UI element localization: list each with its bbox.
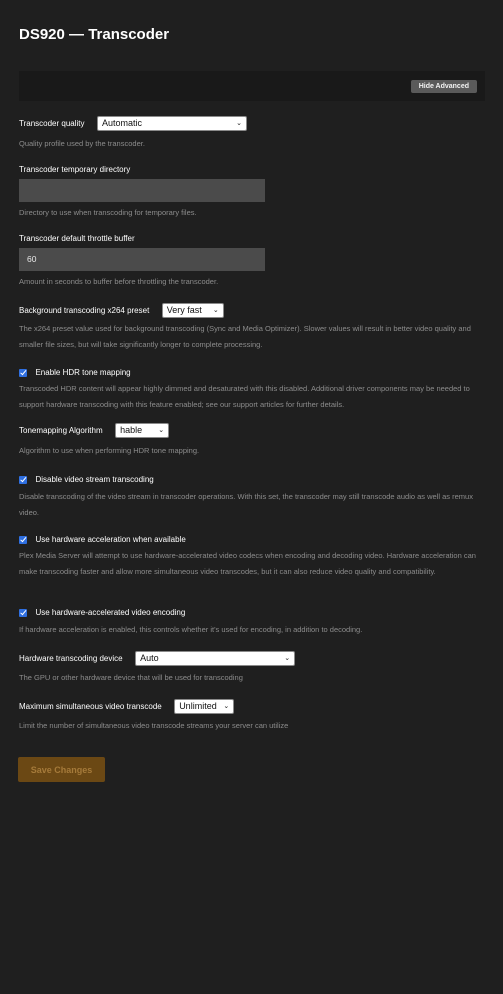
hw-acceleration-help: Plex Media Server will attempt to use hardware-accelerated video codecs when encoding and decoding video. Hardware acceleration can make transcoding faster and allow more simultaneous video transcodes, but it can also reduce video quality and compatibility. (19, 551, 476, 576)
max-transcodes-row (19, 698, 234, 716)
max-transcodes-value: Unlimited (179, 701, 217, 712)
hdr-tone-mapping-row[interactable] (19, 364, 139, 382)
disable-video-transcoding-label: Disable video stream transcoding (35, 475, 154, 485)
temp-directory-help: Directory to use when transcoding for temporary files. (19, 208, 197, 217)
x264-preset-value: Very fast (166, 305, 202, 316)
hw-device-select[interactable] (135, 651, 295, 666)
temp-directory-input[interactable] (19, 179, 265, 202)
disable-video-transcoding-checkbox[interactable] (19, 476, 27, 484)
transcoder-quality-select[interactable] (97, 116, 247, 131)
advanced-toolbar (19, 71, 485, 101)
hdr-tone-mapping-checkbox[interactable] (19, 369, 27, 377)
tonemapping-algorithm-select[interactable] (115, 423, 169, 438)
page-title: DS920 — Transcoder (19, 26, 170, 43)
x264-preset-help: The x264 preset value used for background transcoding (Sync and Media Optimizer). Slower values will result in better video quality and smaller file sizes, but will take significantly longer to complete processing. (19, 324, 471, 349)
x264-preset-select[interactable] (162, 303, 224, 318)
hw-encoding-help: If hardware acceleration is enabled, this controls whether it's used for encoding, in addition to decoding. (19, 625, 363, 634)
hw-encoding-label: Use hardware-accelerated video encoding (35, 608, 186, 618)
save-changes-button[interactable]: Save Changes (18, 757, 105, 782)
tonemapping-algorithm-help: Algorithm to use when performing HDR tone mapping. (19, 446, 200, 455)
x264-preset-row (19, 302, 224, 320)
hw-acceleration-checkbox[interactable] (19, 536, 27, 544)
chevron-down-icon: ⌄ (212, 307, 219, 315)
chevron-down-icon: ⌄ (284, 655, 291, 663)
temp-directory-label: Transcoder temporary directory (19, 165, 131, 174)
hdr-tone-mapping-label: Enable HDR tone mapping (35, 368, 131, 378)
chevron-down-icon: ⌄ (223, 703, 230, 711)
max-transcodes-select[interactable] (174, 699, 234, 714)
tonemapping-algorithm-label: Tonemapping Algorithm (19, 426, 103, 436)
hdr-tone-mapping-help: Transcoded HDR content will appear highly dimmed and desaturated with this disabled. Additional driver components may be needed to support hardware transcoding with this feature enabled; see our support articles for further details. (19, 384, 470, 409)
chevron-down-icon: ⌄ (236, 120, 242, 128)
transcoder-quality-row (19, 115, 247, 133)
hw-acceleration-label: Use hardware acceleration when available (35, 535, 186, 545)
disable-video-transcoding-help: Disable transcoding of the video stream in transcoder operations. With this set, the transcoder may still transcode audio as well as remux video. (19, 492, 473, 517)
max-transcodes-help: Limit the number of simultaneous video transcode streams your server can utilize (19, 721, 289, 730)
tonemapping-algorithm-row (19, 422, 169, 440)
throttle-buffer-help: Amount in seconds to buffer before throttling the transcoder. (19, 277, 219, 286)
hide-advanced-button[interactable]: Hide Advanced (411, 80, 477, 93)
hw-encoding-row[interactable] (19, 604, 193, 622)
throttle-buffer-input[interactable]: 60 (19, 248, 265, 271)
hw-acceleration-row[interactable] (19, 531, 194, 549)
tonemapping-algorithm-value: hable (120, 425, 143, 436)
chevron-down-icon: ⌄ (158, 427, 165, 435)
x264-preset-label: Background transcoding x264 preset (19, 306, 150, 316)
disable-video-transcoding-row[interactable] (19, 471, 162, 489)
hw-device-label: Hardware transcoding device (19, 654, 123, 664)
hw-device-value: Auto (140, 653, 159, 664)
transcoder-quality-help: Quality profile used by the transcoder. (19, 139, 145, 148)
hw-device-help: The GPU or other hardware device that will be used for transcoding (19, 673, 243, 682)
throttle-buffer-label: Transcoder default throttle buffer (19, 234, 135, 243)
max-transcodes-label: Maximum simultaneous video transcode (19, 702, 162, 712)
transcoder-quality-label: Transcoder quality (19, 119, 85, 129)
hw-encoding-checkbox[interactable] (19, 609, 27, 617)
hw-device-row (19, 650, 295, 668)
transcoder-quality-value: Automatic (101, 118, 142, 129)
